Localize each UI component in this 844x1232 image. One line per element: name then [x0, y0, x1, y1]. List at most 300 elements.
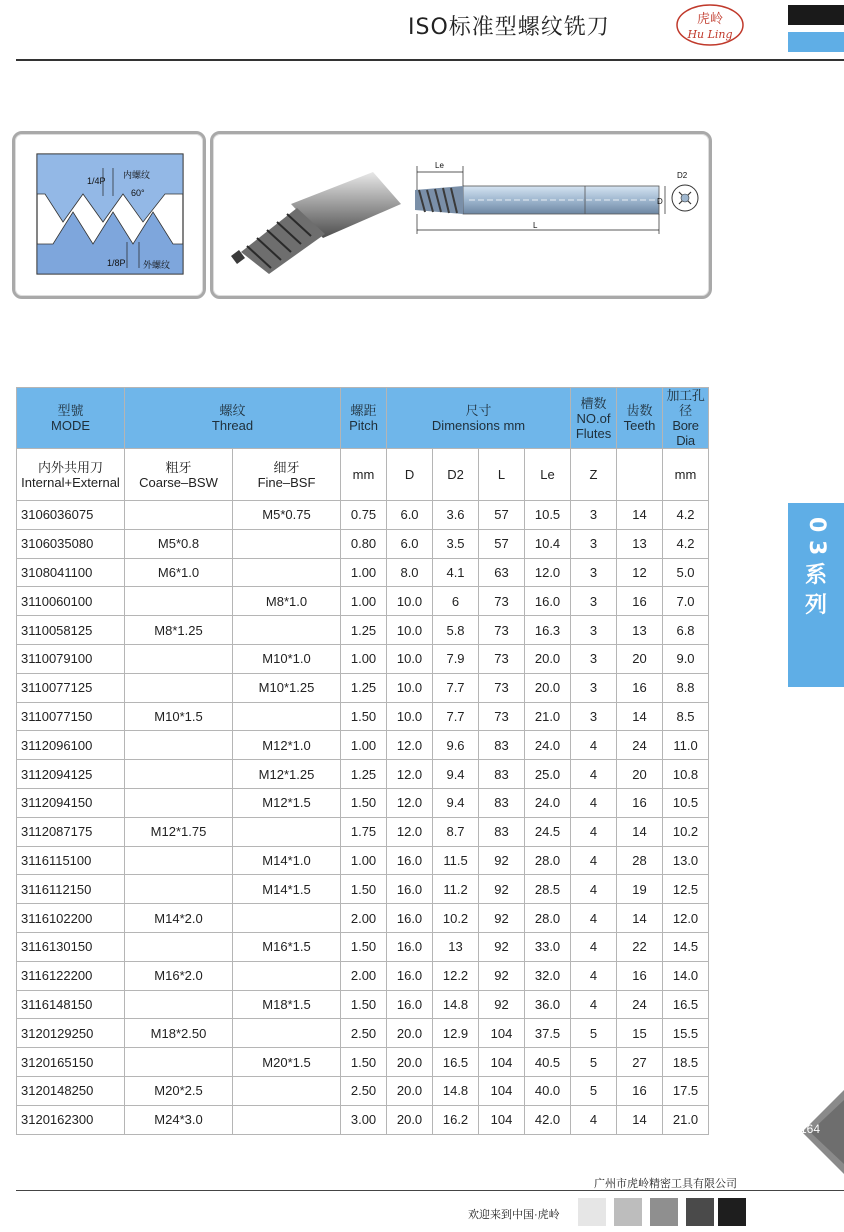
- cell-bore: 14.0: [663, 961, 709, 990]
- cell-coarse: M6*1.0: [125, 558, 233, 587]
- cell-bore: 4.2: [663, 501, 709, 530]
- table-row: [17, 1076, 709, 1105]
- cell-bore: 13.0: [663, 846, 709, 875]
- cell-pitch: 1.25: [341, 616, 387, 645]
- cell-d: 6.0: [387, 529, 433, 558]
- cell-d2: 14.8: [433, 1076, 479, 1105]
- label-quarter-pitch: 1/4P: [87, 176, 106, 186]
- cell-code: 3120148250: [17, 1076, 125, 1105]
- cell-fine: M14*1.5: [233, 875, 341, 904]
- cell-fine: [233, 529, 341, 558]
- cell-d: 6.0: [387, 501, 433, 530]
- cell-teeth: 14: [617, 702, 663, 731]
- cell-bore: 6.8: [663, 616, 709, 645]
- cell-fine: [233, 1076, 341, 1105]
- table-row: [17, 932, 709, 961]
- subheader-coarse: 粗牙 Coarse–BSW: [125, 449, 233, 501]
- table-header-row: [17, 388, 709, 449]
- cell-pitch: 2.00: [341, 904, 387, 933]
- cell-l: 73: [479, 644, 525, 673]
- cell-l: 57: [479, 529, 525, 558]
- cell-coarse: M20*2.5: [125, 1076, 233, 1105]
- cell-teeth: 20: [617, 644, 663, 673]
- cell-d: 12.0: [387, 731, 433, 760]
- cell-l: 73: [479, 673, 525, 702]
- cell-teeth: 16: [617, 788, 663, 817]
- cell-d: 16.0: [387, 875, 433, 904]
- cell-z: 5: [571, 1019, 617, 1048]
- table-row: [17, 846, 709, 875]
- cell-d2: 16.2: [433, 1105, 479, 1134]
- cell-bore: 12.5: [663, 875, 709, 904]
- cell-bore: 7.0: [663, 587, 709, 616]
- cell-le: 40.0: [525, 1076, 571, 1105]
- cell-fine: [233, 1019, 341, 1048]
- cell-fine: M12*1.0: [233, 731, 341, 760]
- cell-pitch: 1.25: [341, 760, 387, 789]
- cell-d: 10.0: [387, 616, 433, 645]
- cell-teeth: 15: [617, 1019, 663, 1048]
- cell-fine: [233, 961, 341, 990]
- cell-teeth: 13: [617, 529, 663, 558]
- cell-fine: M18*1.5: [233, 990, 341, 1019]
- cell-d: 20.0: [387, 1019, 433, 1048]
- cell-bore: 16.5: [663, 990, 709, 1019]
- cell-pitch: 1.50: [341, 990, 387, 1019]
- cell-fine: [233, 616, 341, 645]
- table-row: [17, 644, 709, 673]
- cell-le: 10.5: [525, 501, 571, 530]
- cell-code: 3116148150: [17, 990, 125, 1019]
- header-bore: 加工孔径 Bore Dia: [663, 388, 709, 449]
- cell-coarse: M16*2.0: [125, 961, 233, 990]
- cell-coarse: [125, 760, 233, 789]
- cell-z: 3: [571, 587, 617, 616]
- cell-le: 36.0: [525, 990, 571, 1019]
- cell-teeth: 28: [617, 846, 663, 875]
- color-swatch: [614, 1198, 642, 1226]
- cell-le: 28.0: [525, 904, 571, 933]
- cell-coarse: [125, 875, 233, 904]
- cell-pitch: 1.00: [341, 558, 387, 587]
- cell-pitch: 3.00: [341, 1105, 387, 1134]
- cell-d2: 9.6: [433, 731, 479, 760]
- header-pitch: 螺距 Pitch: [341, 388, 387, 449]
- page-title: ISO标准型螺纹铣刀: [408, 15, 610, 40]
- cell-bore: 12.0: [663, 904, 709, 933]
- cell-le: 12.0: [525, 558, 571, 587]
- cell-code: 3120162300: [17, 1105, 125, 1134]
- cell-bore: 10.5: [663, 788, 709, 817]
- cell-pitch: 1.00: [341, 731, 387, 760]
- spec-table: [16, 387, 709, 1135]
- cell-d2: 16.5: [433, 1048, 479, 1077]
- cell-d2: 4.1: [433, 558, 479, 587]
- cell-l: 57: [479, 501, 525, 530]
- cell-z: 4: [571, 932, 617, 961]
- cell-le: 28.0: [525, 846, 571, 875]
- cell-bore: 18.5: [663, 1048, 709, 1077]
- cell-pitch: 1.00: [341, 587, 387, 616]
- table-row: [17, 1105, 709, 1134]
- cell-l: 92: [479, 904, 525, 933]
- header-teeth: 齿数 Teeth: [617, 388, 663, 449]
- cell-fine: [233, 702, 341, 731]
- cell-fine: [233, 817, 341, 846]
- cell-code: 3120129250: [17, 1019, 125, 1048]
- cell-code: 3120165150: [17, 1048, 125, 1077]
- cell-le: 32.0: [525, 961, 571, 990]
- cell-bore: 21.0: [663, 1105, 709, 1134]
- cell-teeth: 24: [617, 990, 663, 1019]
- cell-le: 28.5: [525, 875, 571, 904]
- cell-z: 5: [571, 1048, 617, 1077]
- cell-pitch: 1.50: [341, 932, 387, 961]
- color-swatch: [718, 1198, 746, 1226]
- series-label-1: 系: [804, 563, 827, 589]
- cell-teeth: 24: [617, 731, 663, 760]
- cell-fine: M8*1.0: [233, 587, 341, 616]
- cell-z: 4: [571, 760, 617, 789]
- cell-l: 63: [479, 558, 525, 587]
- header-flutes: 槽数 NO.of Flutes: [571, 388, 617, 449]
- subheader-teeth: [617, 449, 663, 501]
- table-row: [17, 616, 709, 645]
- cell-z: 4: [571, 817, 617, 846]
- table-row: [17, 702, 709, 731]
- cell-bore: 11.0: [663, 731, 709, 760]
- cell-z: 3: [571, 673, 617, 702]
- cell-teeth: 12: [617, 558, 663, 587]
- cell-teeth: 22: [617, 932, 663, 961]
- table-row: [17, 558, 709, 587]
- cell-fine: M12*1.25: [233, 760, 341, 789]
- cell-l: 92: [479, 846, 525, 875]
- cell-coarse: M10*1.5: [125, 702, 233, 731]
- cell-d2: 8.7: [433, 817, 479, 846]
- cell-d: 20.0: [387, 1048, 433, 1077]
- cell-le: 40.5: [525, 1048, 571, 1077]
- cell-le: 24.0: [525, 788, 571, 817]
- cell-le: 21.0: [525, 702, 571, 731]
- cell-bore: 4.2: [663, 529, 709, 558]
- cell-pitch: 1.00: [341, 644, 387, 673]
- table-row: [17, 1048, 709, 1077]
- cell-coarse: [125, 501, 233, 530]
- cell-code: 3110060100: [17, 587, 125, 616]
- subheader-pitch-unit: mm: [341, 449, 387, 501]
- cell-code: 3116122200: [17, 961, 125, 990]
- cell-d2: 11.5: [433, 846, 479, 875]
- cell-pitch: 2.50: [341, 1019, 387, 1048]
- cell-z: 3: [571, 501, 617, 530]
- cell-coarse: [125, 932, 233, 961]
- table-row: [17, 961, 709, 990]
- table-row: [17, 990, 709, 1019]
- cell-d: 16.0: [387, 846, 433, 875]
- cell-l: 104: [479, 1105, 525, 1134]
- cell-d2: 7.7: [433, 673, 479, 702]
- table-row: [17, 904, 709, 933]
- cell-code: 3110077125: [17, 673, 125, 702]
- cell-d: 8.0: [387, 558, 433, 587]
- cell-l: 83: [479, 760, 525, 789]
- table-row: [17, 788, 709, 817]
- cell-z: 5: [571, 1076, 617, 1105]
- footer-rule: [16, 1190, 844, 1191]
- cell-d2: 9.4: [433, 760, 479, 789]
- cell-pitch: 1.50: [341, 702, 387, 731]
- subheader-fine: 细牙 Fine–BSF: [233, 449, 341, 501]
- spec-table-body: [17, 501, 709, 1135]
- cell-pitch: 1.50: [341, 788, 387, 817]
- cell-code: 3112094125: [17, 760, 125, 789]
- cell-coarse: [125, 731, 233, 760]
- cell-d: 10.0: [387, 702, 433, 731]
- cell-fine: M20*1.5: [233, 1048, 341, 1077]
- cell-z: 4: [571, 875, 617, 904]
- cell-z: 4: [571, 846, 617, 875]
- label-d2: D2: [677, 171, 688, 180]
- cell-code: 3110079100: [17, 644, 125, 673]
- cell-l: 83: [479, 731, 525, 760]
- header-thread: 螺纹 Thread: [125, 388, 341, 449]
- cell-code: 3112094150: [17, 788, 125, 817]
- table-row: [17, 760, 709, 789]
- cell-d: 16.0: [387, 904, 433, 933]
- cell-l: 92: [479, 875, 525, 904]
- cell-pitch: 2.50: [341, 1076, 387, 1105]
- label-internal-thread: 内螺纹: [123, 170, 151, 180]
- cell-d: 10.0: [387, 644, 433, 673]
- cell-coarse: [125, 587, 233, 616]
- cell-coarse: M14*2.0: [125, 904, 233, 933]
- cell-l: 73: [479, 616, 525, 645]
- table-subheader-row: [17, 449, 709, 501]
- cell-bore: 14.5: [663, 932, 709, 961]
- cell-code: 3112087175: [17, 817, 125, 846]
- cell-code: 3108041100: [17, 558, 125, 587]
- cell-coarse: M5*0.8: [125, 529, 233, 558]
- subheader-le: Le: [525, 449, 571, 501]
- cell-pitch: 1.25: [341, 673, 387, 702]
- cell-z: 3: [571, 558, 617, 587]
- cell-coarse: M8*1.25: [125, 616, 233, 645]
- table-row: [17, 529, 709, 558]
- cell-d2: 3.5: [433, 529, 479, 558]
- color-swatch: [650, 1198, 678, 1226]
- cell-le: 25.0: [525, 760, 571, 789]
- cell-l: 73: [479, 587, 525, 616]
- cell-code: 3112096100: [17, 731, 125, 760]
- cell-bore: 15.5: [663, 1019, 709, 1048]
- cell-d2: 14.8: [433, 990, 479, 1019]
- cell-z: 3: [571, 702, 617, 731]
- cell-code: 3116102200: [17, 904, 125, 933]
- cell-d: 20.0: [387, 1105, 433, 1134]
- subheader-bore-unit: mm: [663, 449, 709, 501]
- cell-fine: M10*1.25: [233, 673, 341, 702]
- cell-le: 24.5: [525, 817, 571, 846]
- cell-pitch: 1.75: [341, 817, 387, 846]
- cell-coarse: [125, 990, 233, 1019]
- cell-bore: 10.2: [663, 817, 709, 846]
- cell-pitch: 2.00: [341, 961, 387, 990]
- cell-pitch: 1.50: [341, 1048, 387, 1077]
- cell-fine: [233, 904, 341, 933]
- cell-le: 16.3: [525, 616, 571, 645]
- cell-coarse: [125, 673, 233, 702]
- cell-bore: 8.8: [663, 673, 709, 702]
- cell-teeth: 16: [617, 673, 663, 702]
- cell-d2: 10.2: [433, 904, 479, 933]
- cell-code: 3110077150: [17, 702, 125, 731]
- cell-z: 4: [571, 731, 617, 760]
- cell-pitch: 0.75: [341, 501, 387, 530]
- color-swatch: [686, 1198, 714, 1226]
- cell-code: 3110058125: [17, 616, 125, 645]
- header-black-block: [788, 5, 844, 25]
- series-side-tab: [788, 503, 844, 687]
- cell-le: 16.0: [525, 587, 571, 616]
- page-number: 164: [800, 1122, 821, 1136]
- series-label-2: 列: [804, 593, 827, 619]
- cell-l: 104: [479, 1076, 525, 1105]
- cell-z: 4: [571, 904, 617, 933]
- cell-code: 3116112150: [17, 875, 125, 904]
- cell-l: 83: [479, 817, 525, 846]
- cell-l: 92: [479, 961, 525, 990]
- label-eighth-pitch: 1/8P: [107, 258, 126, 268]
- cell-bore: 17.5: [663, 1076, 709, 1105]
- table-row: [17, 875, 709, 904]
- dimension-drawing-icon: [415, 161, 698, 234]
- cell-pitch: 0.80: [341, 529, 387, 558]
- cell-d: 10.0: [387, 673, 433, 702]
- cell-d: 12.0: [387, 817, 433, 846]
- label-angle: 60°: [131, 188, 145, 198]
- cell-le: 10.4: [525, 529, 571, 558]
- cell-d2: 7.7: [433, 702, 479, 731]
- cell-z: 3: [571, 616, 617, 645]
- cell-code: 3106036075: [17, 501, 125, 530]
- cell-code: 3116130150: [17, 932, 125, 961]
- cell-teeth: 19: [617, 875, 663, 904]
- table-row: [17, 817, 709, 846]
- cell-teeth: 14: [617, 501, 663, 530]
- cell-coarse: M12*1.75: [125, 817, 233, 846]
- cell-d: 16.0: [387, 961, 433, 990]
- header-rule: [16, 59, 844, 61]
- cell-l: 104: [479, 1048, 525, 1077]
- cell-d2: 11.2: [433, 875, 479, 904]
- cell-d2: 12.2: [433, 961, 479, 990]
- logo-text-en: Hu Ling: [687, 28, 733, 41]
- cell-coarse: [125, 788, 233, 817]
- cell-fine: [233, 558, 341, 587]
- tool-dimension-figure: [210, 131, 712, 299]
- cell-teeth: 16: [617, 587, 663, 616]
- cell-fine: M5*0.75: [233, 501, 341, 530]
- company-logo: [675, 3, 745, 47]
- cell-le: 37.5: [525, 1019, 571, 1048]
- cell-code: 3106035080: [17, 529, 125, 558]
- cell-code: 3116115100: [17, 846, 125, 875]
- cell-coarse: [125, 846, 233, 875]
- cell-fine: M12*1.5: [233, 788, 341, 817]
- cell-l: 104: [479, 1019, 525, 1048]
- cell-le: 24.0: [525, 731, 571, 760]
- welcome-text: 欢迎来到中国·虎岭: [468, 1209, 560, 1221]
- thread-profile-figure: [12, 131, 206, 299]
- table-row: [17, 1019, 709, 1048]
- cell-le: 42.0: [525, 1105, 571, 1134]
- tool-photo-icon: [231, 172, 401, 274]
- cell-teeth: 14: [617, 904, 663, 933]
- cell-fine: [233, 1105, 341, 1134]
- cell-l: 92: [479, 990, 525, 1019]
- subheader-z: Z: [571, 449, 617, 501]
- subheader-mode: 内外共用刀 Internal+External: [17, 449, 125, 501]
- cell-d: 12.0: [387, 788, 433, 817]
- cell-bore: 9.0: [663, 644, 709, 673]
- cell-z: 3: [571, 529, 617, 558]
- cell-teeth: 16: [617, 1076, 663, 1105]
- cell-d: 16.0: [387, 990, 433, 1019]
- label-le: Le: [435, 161, 444, 170]
- table-row: [17, 587, 709, 616]
- cell-z: 4: [571, 961, 617, 990]
- cell-z: 4: [571, 990, 617, 1019]
- color-swatch: [578, 1198, 606, 1226]
- cell-pitch: 1.50: [341, 875, 387, 904]
- cell-l: 92: [479, 932, 525, 961]
- cell-l: 73: [479, 702, 525, 731]
- cell-le: 33.0: [525, 932, 571, 961]
- subheader-d2: D2: [433, 449, 479, 501]
- table-row: [17, 731, 709, 760]
- cell-teeth: 20: [617, 760, 663, 789]
- cell-d2: 3.6: [433, 501, 479, 530]
- cell-z: 4: [571, 1105, 617, 1134]
- cell-fine: M16*1.5: [233, 932, 341, 961]
- logo-text-cn: 虎岭: [696, 12, 724, 27]
- cell-d2: 7.9: [433, 644, 479, 673]
- header-mode: 型號 MODE: [17, 388, 125, 449]
- subheader-d: D: [387, 449, 433, 501]
- cell-fine: M10*1.0: [233, 644, 341, 673]
- cell-z: 4: [571, 788, 617, 817]
- cell-d: 16.0: [387, 932, 433, 961]
- cell-d: 20.0: [387, 1076, 433, 1105]
- cell-le: 20.0: [525, 644, 571, 673]
- cell-fine: M14*1.0: [233, 846, 341, 875]
- cell-d: 10.0: [387, 587, 433, 616]
- subheader-l: L: [479, 449, 525, 501]
- table-row: [17, 501, 709, 530]
- label-external-thread: 外螺纹: [143, 260, 171, 270]
- cell-coarse: [125, 644, 233, 673]
- cell-bore: 8.5: [663, 702, 709, 731]
- cell-z: 3: [571, 644, 617, 673]
- cell-d2: 13: [433, 932, 479, 961]
- cell-d2: 6: [433, 587, 479, 616]
- header-dimensions: 尺寸 Dimensions mm: [387, 388, 571, 449]
- cell-teeth: 16: [617, 961, 663, 990]
- series-number: 0 3: [804, 517, 829, 556]
- label-l: L: [533, 221, 538, 230]
- cell-d2: 12.9: [433, 1019, 479, 1048]
